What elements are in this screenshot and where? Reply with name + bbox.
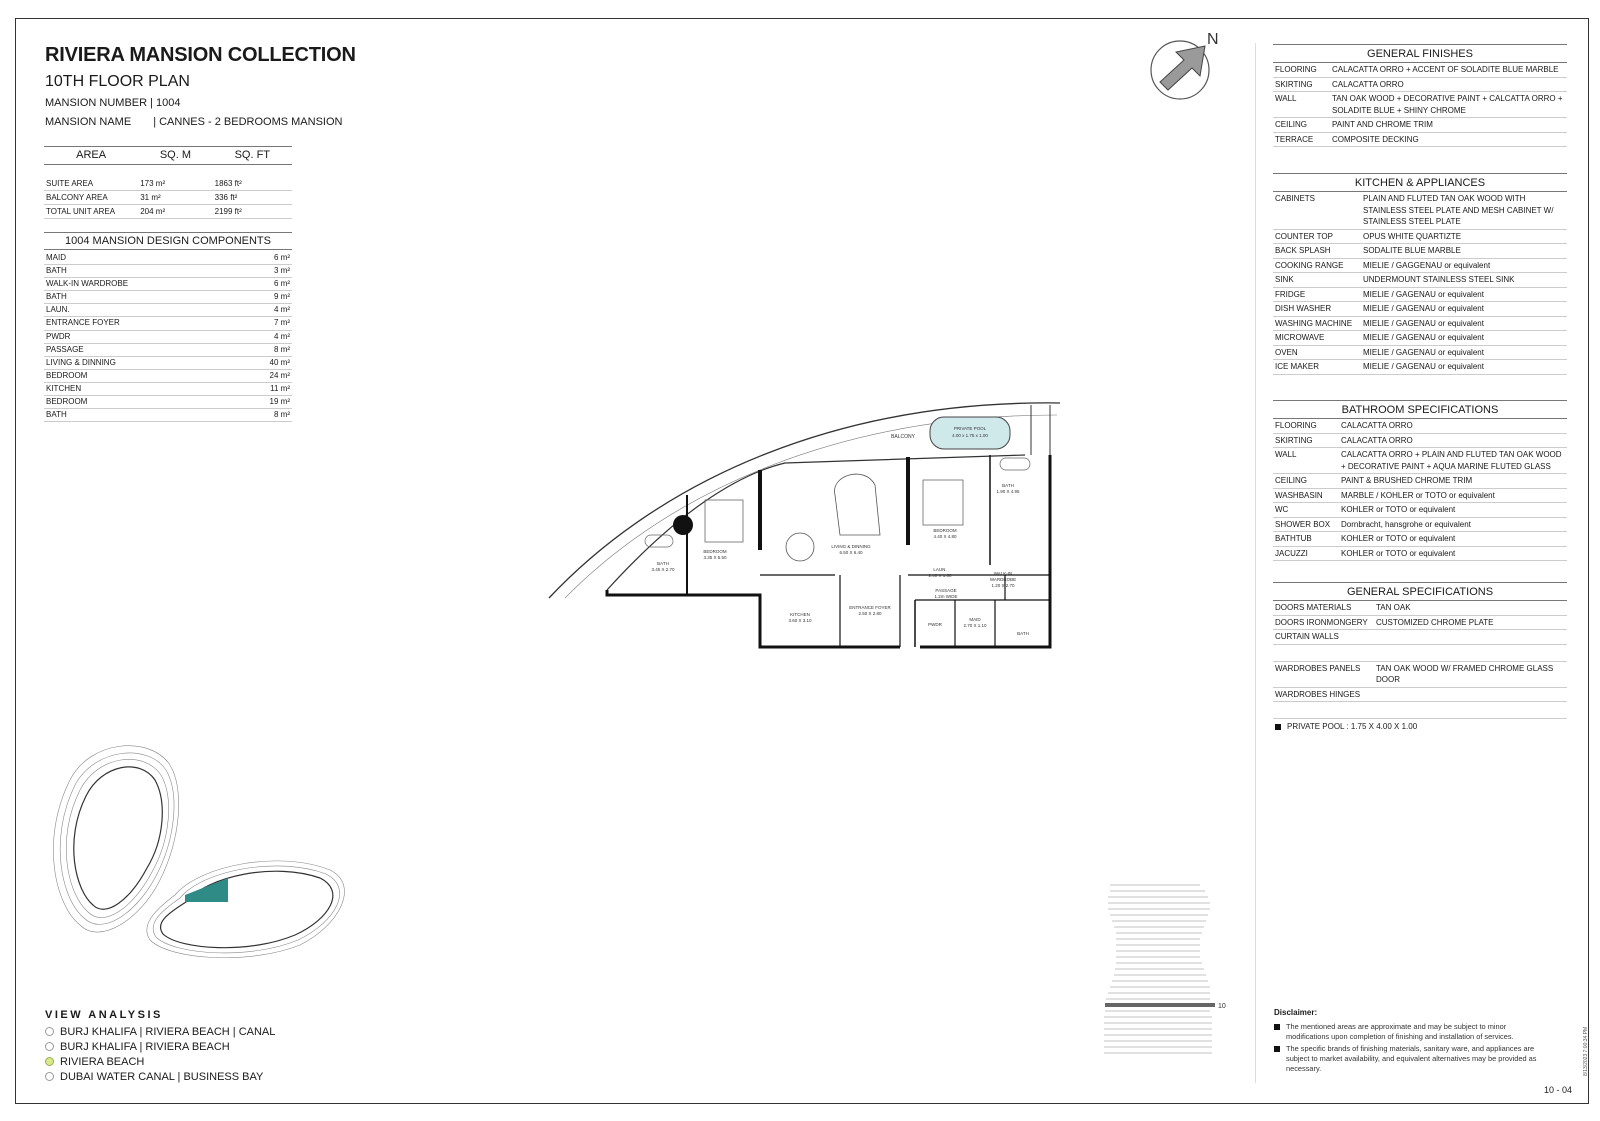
disclaimer-text: The specific brands of finishing materials, sanitary ware, and appliances are subject to market availability, and equivalent alternatives may be provided as necessary. bbox=[1286, 1044, 1537, 1073]
spec-key: SKIRTING bbox=[1275, 79, 1313, 89]
component-area: 6 m² bbox=[274, 253, 290, 262]
list-item bbox=[1273, 662, 1567, 688]
sqft-cell: 2199 ft² bbox=[213, 205, 292, 219]
walkin-dim: 1.20 X 2.70 bbox=[991, 583, 1015, 588]
laun-dim: 2.40 X 1.60 bbox=[928, 573, 952, 578]
spec-key: CURTAIN WALLS bbox=[1275, 632, 1339, 641]
view-option-label: RIVIERA BEACH bbox=[60, 1055, 145, 1068]
area-cell: BALCONY AREA bbox=[44, 191, 138, 205]
spec-key: WALL bbox=[1275, 450, 1297, 459]
foyer-label: ENTRANCE FOYER bbox=[849, 605, 891, 610]
mansion-name-value: | CANNES - 2 BEDROOMS MANSION bbox=[153, 116, 343, 128]
bullet-icon bbox=[1274, 1024, 1280, 1030]
component-name: BATH bbox=[46, 292, 67, 302]
list-item bbox=[1273, 547, 1567, 562]
spec-value bbox=[1376, 689, 1565, 701]
bedroom1-dim: 3.35 X 5.50 bbox=[703, 555, 727, 560]
component-area: 7 m² bbox=[274, 318, 290, 328]
bath3-label: BATH bbox=[1017, 631, 1029, 636]
radio-selected-icon bbox=[45, 1057, 54, 1066]
table-row bbox=[44, 177, 292, 191]
section-title: GENERAL SPECIFICATIONS bbox=[1273, 582, 1567, 601]
spec-key: FLOORING bbox=[1275, 421, 1317, 430]
list-item bbox=[1273, 448, 1567, 474]
print-timestamp: 8/13/2023 7:00:34 PM bbox=[1583, 1026, 1589, 1076]
view-option bbox=[45, 1069, 275, 1084]
spec-key: COOKING RANGE bbox=[1275, 260, 1344, 270]
component-name: BATH bbox=[46, 266, 67, 276]
area-cell: TOTAL UNIT AREA bbox=[44, 205, 138, 219]
spec-value: PAINT & BRUSHED CHROME TRIM bbox=[1341, 476, 1473, 485]
list-item bbox=[1273, 688, 1567, 703]
list-item bbox=[44, 383, 292, 396]
project-title: RIVIERA MANSION COLLECTION bbox=[45, 44, 356, 66]
view-option-label: BURJ KHALIFA | RIVIERA BEACH | CANAL bbox=[60, 1025, 276, 1038]
floor-marker: 10 bbox=[1218, 1003, 1226, 1010]
bath1-dim: 3.45 X 2.70 bbox=[651, 567, 675, 572]
list-item bbox=[1273, 346, 1567, 361]
component-area: 24 m² bbox=[269, 370, 290, 380]
passage-label: PASSAGE bbox=[935, 588, 957, 593]
list-item bbox=[1273, 360, 1567, 375]
bed-icon bbox=[705, 500, 743, 542]
spec-value: Dornbracht, hansgrohe or equivalent bbox=[1341, 519, 1471, 529]
list-item bbox=[44, 278, 292, 291]
bath2-label: BATH bbox=[1002, 483, 1014, 488]
floor-highlight bbox=[1105, 1003, 1215, 1007]
spec-value: MIELIE / GAGENAU or equivalent bbox=[1363, 347, 1484, 357]
spec-value: CALACATTA ORRO bbox=[1332, 79, 1404, 89]
view-analysis-list bbox=[45, 1024, 275, 1084]
north-arrow-icon bbox=[1150, 28, 1225, 104]
list-item bbox=[44, 370, 292, 383]
component-name: BEDROOM bbox=[46, 370, 88, 380]
bullet-icon bbox=[1274, 1046, 1280, 1052]
disclaimer-title: Disclaimer: bbox=[1274, 1008, 1318, 1017]
component-area: 4 m² bbox=[274, 331, 290, 341]
table-row bbox=[44, 191, 292, 205]
pool-dim: 4.00 x 1.75 x 1.00 bbox=[952, 433, 988, 438]
component-name: BATH bbox=[46, 410, 67, 420]
view-analysis-title: VIEW ANALYSIS bbox=[45, 1009, 163, 1021]
spec-value: TAN OAK WOOD + DECORATIVE PAINT + CALCATTA ORRO + SOLADITE BLUE + SHINY CHROME bbox=[1332, 94, 1563, 115]
list-item bbox=[1273, 317, 1567, 332]
living-label: LIVING & DINNING bbox=[831, 544, 871, 549]
spec-value: KOHLER or TOTO or equivalent bbox=[1341, 534, 1456, 543]
list-item bbox=[1273, 702, 1567, 719]
list-item bbox=[44, 331, 292, 344]
spec-value: CALACATTA ORRO + ACCENT OF SOLADITE BLUE MARBLE bbox=[1332, 65, 1559, 74]
list-item bbox=[1273, 630, 1567, 645]
list-item bbox=[1273, 192, 1567, 230]
spec-value: OPUS WHITE QUARTIZTE bbox=[1363, 231, 1462, 241]
list-item bbox=[1273, 518, 1567, 533]
list-item bbox=[44, 317, 292, 330]
pool-label: PRIVATE POOL bbox=[953, 426, 987, 431]
component-name: LIVING & DINNING bbox=[46, 357, 116, 367]
component-name: PASSAGE bbox=[46, 344, 84, 354]
maid-label: MAID bbox=[969, 617, 981, 622]
passage-dim: 1.2m WIDE bbox=[934, 594, 958, 599]
component-name: ENTRANCE FOYER bbox=[46, 318, 120, 328]
kitchen-label: KITCHEN bbox=[790, 612, 810, 617]
spec-value: MARBLE / KOHLER or TOTO or equivalent bbox=[1341, 490, 1495, 500]
bathtub-icon bbox=[1000, 458, 1030, 470]
list-item bbox=[44, 409, 292, 422]
list-item bbox=[1273, 273, 1567, 288]
view-option bbox=[45, 1024, 275, 1039]
list-item bbox=[1273, 474, 1567, 489]
section-title: KITCHEN & APPLIANCES bbox=[1273, 173, 1567, 192]
spec-value: MIELIE / GAGENAU or equivalent bbox=[1363, 362, 1484, 371]
kitchen-dim: 3.60 X 3.10 bbox=[788, 618, 812, 623]
list-item bbox=[1273, 244, 1567, 259]
mansion-number: MANSION NUMBER | 1004 bbox=[45, 97, 181, 109]
list-item bbox=[1273, 601, 1567, 616]
bedroom2-dim: 4.40 X 4.80 bbox=[933, 534, 957, 539]
spec-value: PAINT AND CHROME TRIM bbox=[1332, 120, 1433, 129]
disclaimer-list bbox=[1274, 1022, 1544, 1076]
area-table bbox=[44, 146, 292, 219]
spec-key: WC bbox=[1275, 505, 1289, 514]
general-specs-section bbox=[1273, 582, 1567, 719]
sqm-header: SQ. M bbox=[138, 147, 212, 165]
sqm-cell: 31 m² bbox=[138, 191, 212, 205]
radio-icon bbox=[45, 1072, 54, 1081]
spec-value bbox=[1376, 631, 1565, 643]
component-name: MAID bbox=[46, 253, 66, 262]
spec-key: WASHING MACHINE bbox=[1275, 318, 1353, 328]
list-item bbox=[1274, 1022, 1544, 1042]
spec-value: KOHLER or TOTO or equivalent bbox=[1341, 548, 1456, 558]
kitchen-section bbox=[1273, 173, 1567, 375]
area-header: AREA bbox=[44, 147, 138, 165]
bed-icon bbox=[923, 480, 963, 525]
private-pool-text: PRIVATE POOL : 1.75 X 4.00 X 1.00 bbox=[1287, 722, 1418, 731]
spec-value: CALACATTA ORRO bbox=[1341, 421, 1413, 430]
bathroom-section bbox=[1273, 400, 1567, 561]
spec-key: DISH WASHER bbox=[1275, 304, 1332, 313]
private-pool-note bbox=[1275, 722, 1417, 731]
general-finishes-section bbox=[1273, 44, 1567, 147]
list-item bbox=[1273, 92, 1567, 118]
radio-icon bbox=[45, 1042, 54, 1051]
mansion-name-label: MANSION NAME bbox=[45, 116, 132, 128]
bullet-icon bbox=[1275, 724, 1281, 730]
sofa-icon bbox=[835, 474, 880, 535]
disclaimer-text: The mentioned areas are approximate and may be subject to minor modifications upon completion of finishing and installation of services. bbox=[1286, 1022, 1514, 1041]
spec-key: CEILING bbox=[1275, 476, 1308, 485]
spec-key: COUNTER TOP bbox=[1275, 231, 1333, 241]
component-name: LAUN. bbox=[46, 305, 70, 315]
laun-label: LAUN. bbox=[933, 567, 947, 572]
page-number: 10 - 04 bbox=[1544, 1085, 1573, 1095]
list-item bbox=[44, 304, 292, 317]
balcony-label: BALCONY bbox=[891, 434, 915, 440]
sqm-cell: 173 m² bbox=[138, 177, 212, 191]
component-name: PWDR bbox=[46, 331, 71, 341]
bedroom1-label: BEDROOM bbox=[703, 549, 727, 554]
walkin-label-2: WARDROBE bbox=[989, 577, 1017, 582]
sqft-cell: 336 ft² bbox=[213, 191, 292, 205]
view-option-label: DUBAI WATER CANAL | BUSINESS BAY bbox=[60, 1070, 264, 1083]
sqft-cell: 1863 ft² bbox=[213, 177, 292, 191]
bath1-label: BATH bbox=[657, 561, 669, 566]
spec-key: WARDROBES PANELS bbox=[1275, 663, 1361, 673]
walkin-label: WALK-IN bbox=[993, 571, 1013, 576]
spec-key: DOORS IRONMONGERY bbox=[1275, 617, 1368, 627]
spec-key: TERRACE bbox=[1275, 134, 1314, 144]
list-item bbox=[44, 344, 292, 357]
floor-plan bbox=[545, 395, 1065, 660]
list-item bbox=[44, 291, 292, 304]
bedroom2-label: BEDROOM bbox=[933, 528, 957, 533]
spec-value: MIELIE / GAGGENAU or equivalent bbox=[1363, 260, 1491, 270]
list-item bbox=[1273, 331, 1567, 346]
bathtub-icon bbox=[645, 535, 673, 547]
spec-key: ICE MAKER bbox=[1275, 362, 1320, 371]
component-area: 6 m² bbox=[274, 279, 290, 289]
dining-table-icon bbox=[786, 533, 814, 561]
bath2-dim: 1.90 X 4.95 bbox=[996, 489, 1020, 494]
component-area: 8 m² bbox=[274, 344, 290, 354]
spec-value: MIELIE / GAGENAU or equivalent bbox=[1363, 318, 1484, 328]
spec-key: DOORS MATERIALS bbox=[1275, 603, 1352, 612]
list-item bbox=[1273, 118, 1567, 133]
spec-key: SKIRTING bbox=[1275, 435, 1313, 445]
list-item bbox=[1273, 503, 1567, 518]
mansion-name bbox=[45, 116, 342, 128]
spec-key: JACUZZI bbox=[1275, 548, 1308, 558]
maid-dim: 2.70 X 1.10 bbox=[963, 623, 987, 628]
list-item bbox=[1273, 434, 1567, 449]
foyer-dim: 2.50 X 2.80 bbox=[858, 611, 882, 616]
components-list bbox=[44, 252, 292, 422]
component-area: 3 m² bbox=[274, 266, 290, 276]
component-area: 11 m² bbox=[270, 383, 290, 393]
list-item bbox=[44, 396, 292, 409]
list-item bbox=[44, 265, 292, 278]
area-table-header bbox=[44, 147, 292, 165]
list-item bbox=[44, 357, 292, 370]
table-row bbox=[44, 205, 292, 219]
list-item bbox=[1273, 259, 1567, 274]
spec-key: FLOORING bbox=[1275, 65, 1317, 74]
list-item bbox=[1273, 230, 1567, 245]
component-area: 40 m² bbox=[269, 357, 290, 367]
spec-key: SHOWER BOX bbox=[1275, 519, 1331, 529]
spec-key: CEILING bbox=[1275, 120, 1308, 129]
elevation-diagram bbox=[1100, 875, 1230, 1075]
list-item bbox=[1273, 419, 1567, 434]
spec-value: MIELIE / GAGENAU or equivalent bbox=[1363, 289, 1484, 299]
floor-title: 10TH FLOOR PLAN bbox=[45, 73, 190, 90]
component-name: BEDROOM bbox=[46, 397, 88, 407]
spec-value: PLAIN AND FLUTED TAN OAK WOOD WITH STAINLESS STEEL PLATE AND MESH CABINET W/ STAINLESS STEEL PLATE bbox=[1363, 194, 1554, 226]
pwdr-label: PWDR bbox=[928, 622, 942, 627]
spec-key: OVEN bbox=[1275, 347, 1298, 357]
components-title: 1004 MANSION DESIGN COMPONENTS bbox=[44, 232, 292, 250]
list-item bbox=[1274, 1044, 1544, 1074]
view-option-label: BURJ KHALIFA | RIVIERA BEACH bbox=[60, 1040, 230, 1053]
area-cell: SUITE AREA bbox=[44, 177, 138, 191]
component-area: 19 m² bbox=[269, 397, 290, 407]
north-label: N bbox=[1207, 31, 1219, 48]
spec-key: CABINETS bbox=[1275, 194, 1316, 203]
section-title: BATHROOM SPECIFICATIONS bbox=[1273, 400, 1567, 419]
list-item bbox=[1273, 489, 1567, 504]
spec-value: CALACATTA ORRO + PLAIN AND FLUTED TAN OAK WOOD + DECORATIVE PAINT + AQUA MARINE FLUTED GLASS bbox=[1341, 450, 1562, 471]
component-area: 8 m² bbox=[274, 410, 290, 420]
spec-key: FRIDGE bbox=[1275, 289, 1306, 299]
list-item bbox=[1273, 532, 1567, 547]
component-area: 4 m² bbox=[274, 305, 290, 315]
sqft-header: SQ. FT bbox=[213, 147, 292, 165]
view-option bbox=[45, 1054, 275, 1069]
column-icon bbox=[673, 515, 693, 535]
spec-value: CUSTOMIZED CHROME PLATE bbox=[1376, 617, 1494, 627]
component-name: KITCHEN bbox=[46, 383, 82, 393]
spec-value: MIELIE / GAGENAU or equivalent bbox=[1363, 333, 1484, 342]
list-item bbox=[1273, 616, 1567, 631]
spec-key: WASHBASIN bbox=[1275, 490, 1323, 500]
list-item bbox=[1273, 78, 1567, 93]
living-dim: 6.50 X 6.40 bbox=[839, 550, 863, 555]
spec-key: WALL bbox=[1275, 94, 1297, 103]
sqm-cell: 204 m² bbox=[138, 205, 212, 219]
list-item bbox=[1273, 288, 1567, 303]
spec-key: MICROWAVE bbox=[1275, 333, 1325, 342]
list-item bbox=[44, 252, 292, 265]
spec-key: SINK bbox=[1275, 275, 1294, 284]
list-item bbox=[1273, 302, 1567, 317]
component-name: WALK-IN WARDROBE bbox=[46, 279, 129, 289]
spec-value: TAN OAK bbox=[1376, 603, 1411, 612]
key-plan bbox=[40, 740, 345, 975]
spec-value: KOHLER or TOTO or equivalent bbox=[1341, 505, 1456, 514]
component-area: 9 m² bbox=[274, 292, 290, 302]
section-title: GENERAL FINISHES bbox=[1273, 44, 1567, 63]
spec-key: BACK SPLASH bbox=[1275, 246, 1331, 255]
column-divider bbox=[1255, 43, 1256, 1083]
spec-value: SODALITE BLUE MARBLE bbox=[1363, 246, 1461, 255]
list-item bbox=[1273, 63, 1567, 78]
spec-key: BATHTUB bbox=[1275, 534, 1312, 543]
spec-value: UNDERMOUNT STAINLESS STEEL SINK bbox=[1363, 275, 1515, 284]
view-option bbox=[45, 1039, 275, 1054]
spec-key: WARDROBES HINGES bbox=[1275, 689, 1361, 699]
list-item bbox=[1273, 133, 1567, 148]
radio-icon bbox=[45, 1027, 54, 1036]
spec-value: CALACATTA ORRO bbox=[1341, 435, 1413, 445]
spec-value: COMPOSITE DECKING bbox=[1332, 134, 1419, 144]
spec-value: TAN OAK WOOD W/ FRAMED CHROME GLASS DOOR bbox=[1376, 663, 1554, 684]
list-item bbox=[1273, 645, 1567, 662]
spec-value: MIELIE / GAGENAU or equivalent bbox=[1363, 304, 1484, 313]
